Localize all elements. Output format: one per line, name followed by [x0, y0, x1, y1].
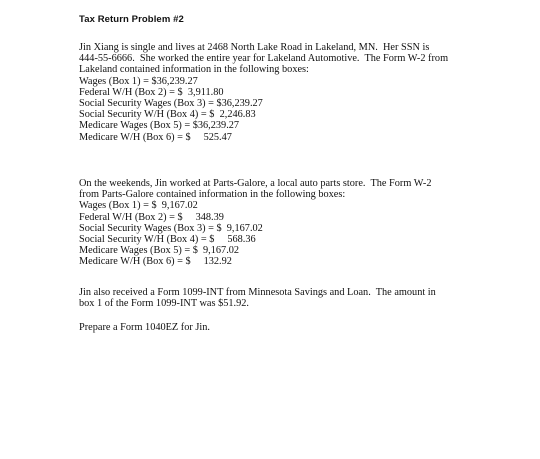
w2-medicare-wages-line: Medicare Wages (Box 5) = $ 9,167.02 [79, 245, 240, 257]
document-title: Tax Return Problem #2 [79, 14, 184, 25]
text-line: On the weekends, Jin worked at Parts-Galore, a local auto parts store. The Form W-2 [79, 178, 432, 189]
text-line: Jin Xiang is single and lives at 2468 North Lake Road in Lakeland, MN. Her SSN is [79, 42, 430, 53]
paragraph-lakeland-w2 [79, 42, 499, 143]
w2-medicare-wages-line: Medicare Wages (Box 5) = $36,239.27 [79, 120, 240, 132]
text-line: Jin also received a Form 1099-INT from Minnesota Savings and Loan. The amount in [79, 287, 436, 298]
w2-wages-line: Wages (Box 1) = $ 9,167.02 [79, 200, 198, 212]
w2-medicare-wh-line: Medicare W/H (Box 6) = $ 525.47 [79, 131, 232, 143]
w2-federal-wh-line: Federal W/H (Box 2) = $ 3,911.80 [79, 86, 224, 98]
w2-ss-wages-line: Social Security Wages (Box 3) = $ 9,167.02 [79, 222, 263, 234]
paragraph-instruction [79, 322, 499, 333]
w2-wages-line: Wages (Box 1) = $36,239.27 [79, 75, 198, 87]
w2-medicare-wh-line: Medicare W/H (Box 6) = $ 132.92 [79, 256, 232, 268]
text-line: 444-55-6666. She worked the entire year for Lakeland Automotive. The Form W-2 from [79, 53, 449, 65]
text-line: Lakeland contained information in the following boxes: [79, 64, 309, 76]
w2-federal-wh-line: Federal W/H (Box 2) = $ 348.39 [79, 211, 224, 223]
text-line: box 1 of the Form 1099-INT was $51.92. [79, 298, 249, 310]
instruction-line: Prepare a Form 1040EZ for Jin. [79, 322, 210, 333]
w2-ss-wages-line: Social Security Wages (Box 3) = $36,239.27 [79, 98, 263, 110]
paragraph-parts-galore-w2 [79, 178, 499, 268]
w2-ss-wh-line: Social Security W/H (Box 4) = $ 568.36 [79, 234, 256, 246]
text-line: from Parts-Galore contained information in the following boxes: [79, 189, 346, 201]
w2-ss-wh-line: Social Security W/H (Box 4) = $ 2,246.83 [79, 109, 256, 121]
paragraph-1099-int [79, 287, 499, 309]
